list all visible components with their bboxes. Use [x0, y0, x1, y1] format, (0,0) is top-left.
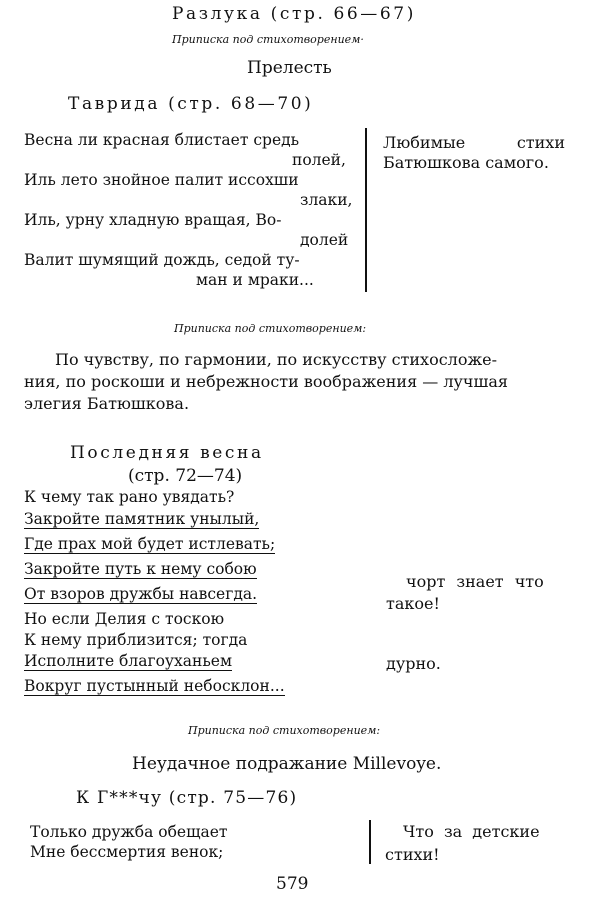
poem-line: Только дружба обещает	[30, 823, 228, 841]
poem-line: Валит шумящий дождь, седой ту-	[24, 251, 300, 269]
margin-comment-line	[383, 133, 565, 152]
section-pages: (стр. 72—74)	[128, 466, 243, 486]
poem-line-underlined: Где прах мой будет истлевать;	[24, 535, 276, 553]
margin-comment-line: дурно.	[386, 654, 441, 673]
poem-line-underlined: Вокруг пустынный небосклон...	[24, 677, 285, 695]
poem-line: Мне бессмертия венок;	[30, 843, 224, 861]
postscript-note: Приписка под стихотворением·	[172, 33, 364, 46]
margin-divider-line	[369, 820, 371, 864]
margin-comment-word: стихи	[516, 133, 565, 152]
poem-line: К нему приблизится; тогда	[24, 631, 248, 649]
margin-divider-line	[365, 128, 367, 292]
section-title-tavrida: Таврида (стр. 68—70)	[68, 94, 314, 114]
poem-line: Иль, урну хладную вращая, Во-	[24, 211, 282, 229]
poem-line-underlined: Закройте путь к нему собою	[24, 560, 257, 578]
poem-line: ман и мраки...	[196, 271, 314, 289]
poem-line: Но если Делия с тоскою	[24, 610, 225, 628]
poem-subtitle-prelest: Прелесть	[247, 58, 332, 78]
paragraph-line: По чувству, по гармонии, по искусству стихосложе-	[55, 350, 498, 369]
poem-line-underlined: Исполните благоуханьем	[24, 652, 233, 670]
poem-line: полей,	[292, 151, 346, 169]
poem-line-underlined: Закройте памятник унылый,	[24, 510, 260, 528]
section-title-poslednyaya-vesna: Последняя весна	[70, 443, 264, 463]
paragraph-line: элегия Батюшкова.	[24, 394, 190, 413]
poem-line: злаки,	[300, 191, 353, 209]
page-number: 579	[276, 874, 309, 894]
paragraph-line: ния, по роскоши и небрежности воображения — лучшая	[24, 372, 509, 391]
margin-comment-line: такое!	[386, 594, 440, 613]
margin-comment-line: чорт знает что	[406, 572, 544, 591]
poem-line: долей	[300, 231, 349, 249]
section-title-razluka: Разлука (стр. 66—67)	[172, 4, 416, 24]
margin-comment-word: Любимые	[383, 133, 466, 152]
margin-comment-line: Что за детские	[403, 822, 540, 841]
poem-line-underlined: От взоров дружбы навсегда.	[24, 585, 258, 603]
poem-line: Иль лето знойное палит иссохши	[24, 171, 299, 189]
postscript-note: Приписка под стихотворением:	[188, 724, 381, 737]
margin-comment-line: Батюшкова самого.	[383, 153, 549, 172]
poem-subtitle-millevoye: Неудачное подражание Millevoye.	[132, 754, 442, 774]
section-title-k-g: К Г***чу (стр. 75—76)	[76, 788, 298, 808]
margin-comment-line: стихи!	[385, 845, 440, 864]
poem-line: К чему так рано увядать?	[24, 488, 235, 506]
poem-line: Весна ли красная блистает средь	[24, 131, 300, 149]
postscript-note: Приписка под стихотворением:	[174, 322, 367, 335]
